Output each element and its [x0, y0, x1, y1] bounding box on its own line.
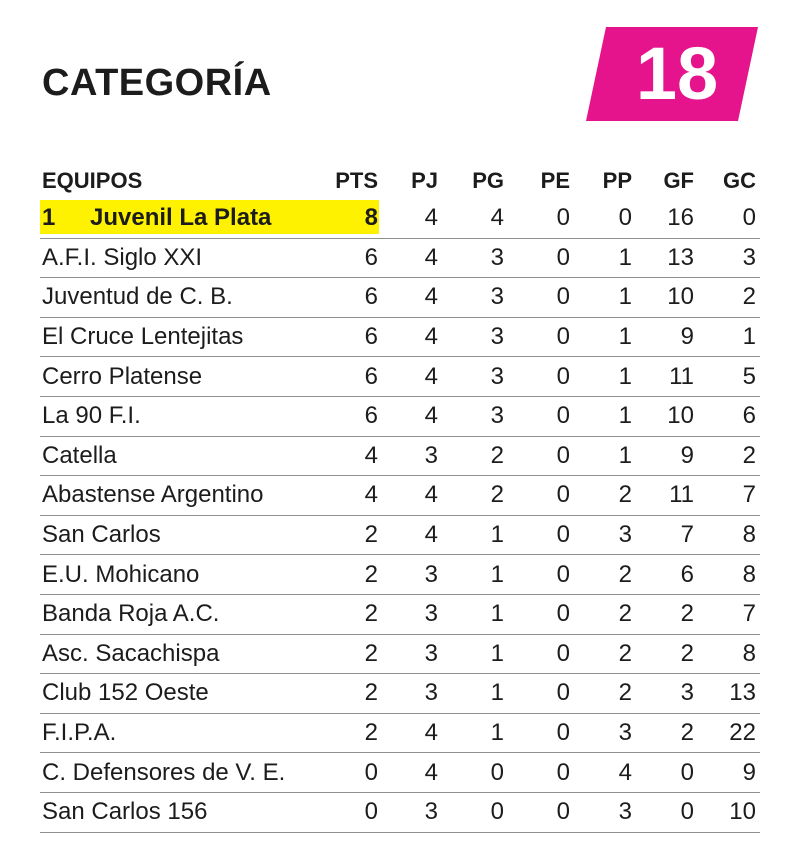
- table-row: [40, 555, 760, 595]
- header-gc: GC: [723, 168, 756, 193]
- stat-pts: 4: [364, 441, 378, 469]
- stat-gc: 0: [742, 204, 756, 232]
- stat-gc: 7: [742, 600, 756, 628]
- stat-pg: 3: [490, 362, 504, 390]
- stat-gf: 0: [680, 798, 694, 826]
- stat-gf: 13: [667, 243, 694, 271]
- stat-gc: 8: [742, 560, 756, 588]
- team-name: Asc. Sacachispa: [42, 639, 220, 667]
- stat-pts: 2: [364, 719, 378, 747]
- stat-gf: 9: [680, 323, 694, 351]
- stat-pe: 0: [556, 639, 570, 667]
- stat-pe: 0: [556, 441, 570, 469]
- table-row: [40, 318, 760, 358]
- stat-pg: 3: [490, 243, 504, 271]
- stat-gf: 2: [680, 719, 694, 747]
- stat-gc: 7: [742, 481, 756, 509]
- stat-gc: 9: [742, 758, 756, 786]
- stat-gc: 8: [742, 639, 756, 667]
- stat-pts: 0: [364, 758, 378, 786]
- stat-pp: 1: [618, 441, 632, 469]
- stat-pj: 4: [424, 204, 438, 232]
- page-title: CATEGORÍA: [42, 62, 272, 104]
- stat-pe: 0: [556, 758, 570, 786]
- team-name-text: Juvenil La Plata: [90, 204, 272, 232]
- stat-pts: 6: [364, 362, 378, 390]
- stat-gf: 10: [667, 402, 694, 430]
- team-name: C. Defensores de V. E.: [42, 758, 286, 786]
- stat-pe: 0: [556, 679, 570, 707]
- stat-pg: 1: [490, 560, 504, 588]
- stat-pe: 0: [556, 243, 570, 271]
- table-row: [40, 239, 760, 279]
- stat-pg: 3: [490, 402, 504, 430]
- stat-gf: 11: [669, 481, 694, 509]
- stat-pts: 6: [364, 402, 378, 430]
- team-name: E.U. Mohicano: [42, 560, 200, 588]
- header-gf: GF: [663, 168, 694, 193]
- team-name: [42, 199, 271, 238]
- stat-pe: 0: [556, 600, 570, 628]
- leader-rank: 1: [42, 204, 56, 232]
- stat-pg: 1: [490, 639, 504, 667]
- stat-pg: 1: [490, 521, 504, 549]
- table-header: [40, 163, 760, 199]
- stat-pp: 1: [618, 243, 632, 271]
- stat-gc: 1: [742, 323, 756, 351]
- table-row: [40, 476, 760, 516]
- stat-pts: 0: [364, 798, 378, 826]
- stat-pg: 1: [490, 679, 504, 707]
- stat-gc: 3: [742, 243, 756, 271]
- standings-table: [40, 163, 760, 833]
- stat-gf: 2: [680, 639, 694, 667]
- stat-pp: 1: [618, 283, 632, 311]
- stat-pts: 4: [364, 481, 378, 509]
- stat-gf: 10: [667, 283, 694, 311]
- stat-pts: 2: [364, 600, 378, 628]
- stat-gc: 5: [742, 362, 756, 390]
- stat-gf: 0: [680, 758, 694, 786]
- table-row: [40, 516, 760, 556]
- team-name: El Cruce Lentejitas: [42, 323, 244, 351]
- table-row: [40, 793, 760, 833]
- stat-gf: 7: [680, 521, 694, 549]
- table-row: [40, 278, 760, 318]
- stat-gf: 16: [667, 204, 694, 232]
- stat-pg: 3: [490, 283, 504, 311]
- stat-pg: 4: [490, 204, 504, 232]
- stat-pp: 0: [618, 204, 632, 232]
- table-row: [40, 397, 760, 437]
- stat-pp: 2: [618, 560, 632, 588]
- stat-pp: 2: [618, 481, 632, 509]
- stat-pts: 2: [364, 679, 378, 707]
- stat-pp: 3: [618, 521, 632, 549]
- team-name: Club 152 Oeste: [42, 679, 209, 707]
- stat-pg: 3: [490, 323, 504, 351]
- stat-gf: 6: [680, 560, 694, 588]
- team-name: San Carlos: [42, 521, 161, 549]
- stat-pp: 2: [618, 639, 632, 667]
- header-equipos: EQUIPOS: [42, 168, 143, 193]
- stat-pts: 2: [364, 521, 378, 549]
- stat-pe: 0: [556, 283, 570, 311]
- stat-pg: 0: [490, 758, 504, 786]
- stat-pts: 6: [364, 323, 378, 351]
- table-row: [40, 714, 760, 754]
- stat-gf: 2: [680, 600, 694, 628]
- stat-pg: 2: [490, 481, 504, 509]
- team-name: San Carlos 156: [42, 798, 208, 826]
- stat-gc: 10: [729, 798, 756, 826]
- table-row: [40, 595, 760, 635]
- team-name: Banda Roja A.C.: [42, 600, 220, 628]
- stat-gc: 2: [742, 283, 756, 311]
- stat-pe: 0: [556, 362, 570, 390]
- team-name: F.I.P.A.: [42, 719, 117, 747]
- stat-pp: 2: [618, 600, 632, 628]
- stat-gf: 3: [680, 679, 694, 707]
- team-name: A.F.I. Siglo XXI: [42, 243, 203, 271]
- stat-gc: 22: [729, 719, 756, 747]
- stat-gc: 2: [742, 441, 756, 469]
- stat-pp: 1: [618, 402, 632, 430]
- table-row: [40, 437, 760, 477]
- stat-pp: 1: [618, 362, 632, 390]
- stat-pg: 1: [490, 600, 504, 628]
- stat-pj: 4: [424, 362, 438, 390]
- stat-gf: 9: [680, 441, 694, 469]
- stat-gc: 6: [742, 402, 756, 430]
- stat-gc: 13: [729, 679, 756, 707]
- header-pe: PE: [540, 168, 570, 193]
- stat-pe: 0: [556, 798, 570, 826]
- stat-pg: 2: [490, 441, 504, 469]
- table-row-leader: [40, 199, 760, 239]
- stat-pj: 3: [424, 798, 438, 826]
- stat-pj: 4: [424, 243, 438, 271]
- stat-pts: 6: [364, 243, 378, 271]
- stat-pj: 4: [424, 283, 438, 311]
- stat-pj: 3: [424, 441, 438, 469]
- stat-pj: 4: [424, 719, 438, 747]
- stat-pj: 3: [424, 560, 438, 588]
- stat-gc: 8: [742, 521, 756, 549]
- stat-pj: 4: [424, 521, 438, 549]
- stat-pe: 0: [556, 323, 570, 351]
- stat-pg: 1: [490, 719, 504, 747]
- stat-pe: 0: [556, 204, 570, 232]
- team-name: Juventud de C. B.: [42, 283, 233, 311]
- stat-pp: 4: [618, 758, 632, 786]
- stat-pp: 3: [618, 798, 632, 826]
- stat-pj: 4: [424, 758, 438, 786]
- stat-pj: 4: [424, 323, 438, 351]
- table-row: [40, 357, 760, 397]
- team-name: La 90 F.I.: [42, 402, 141, 430]
- stat-gf: 11: [669, 362, 694, 390]
- stat-pg: 0: [490, 798, 504, 826]
- header-pg: PG: [472, 168, 504, 193]
- table-row: [40, 753, 760, 793]
- header-pj: PJ: [411, 168, 438, 193]
- stat-pe: 0: [556, 521, 570, 549]
- stat-pe: 0: [556, 481, 570, 509]
- stat-pj: 4: [424, 402, 438, 430]
- table-row: [40, 674, 760, 714]
- stat-pe: 0: [556, 560, 570, 588]
- team-name: Catella: [42, 441, 117, 469]
- stat-pp: 3: [618, 719, 632, 747]
- table-body: [40, 199, 760, 833]
- stat-pj: 4: [424, 481, 438, 509]
- stat-pe: 0: [556, 402, 570, 430]
- stat-pts: 2: [364, 639, 378, 667]
- stat-pp: 2: [618, 679, 632, 707]
- stat-pj: 3: [424, 600, 438, 628]
- category-badge: [586, 27, 758, 121]
- header-pts: PTS: [335, 168, 378, 193]
- stat-pts: 6: [364, 283, 378, 311]
- team-name: Abastense Argentino: [42, 481, 264, 509]
- header-pp: PP: [602, 168, 632, 193]
- table-row: [40, 635, 760, 675]
- stat-pts: 2: [364, 560, 378, 588]
- stat-pp: 1: [618, 323, 632, 351]
- stat-pj: 3: [424, 639, 438, 667]
- stat-pe: 0: [556, 719, 570, 747]
- badge-number: 18: [635, 32, 719, 115]
- stat-pj: 3: [424, 679, 438, 707]
- stat-pts: 8: [364, 204, 378, 232]
- team-name: Cerro Platense: [42, 362, 203, 390]
